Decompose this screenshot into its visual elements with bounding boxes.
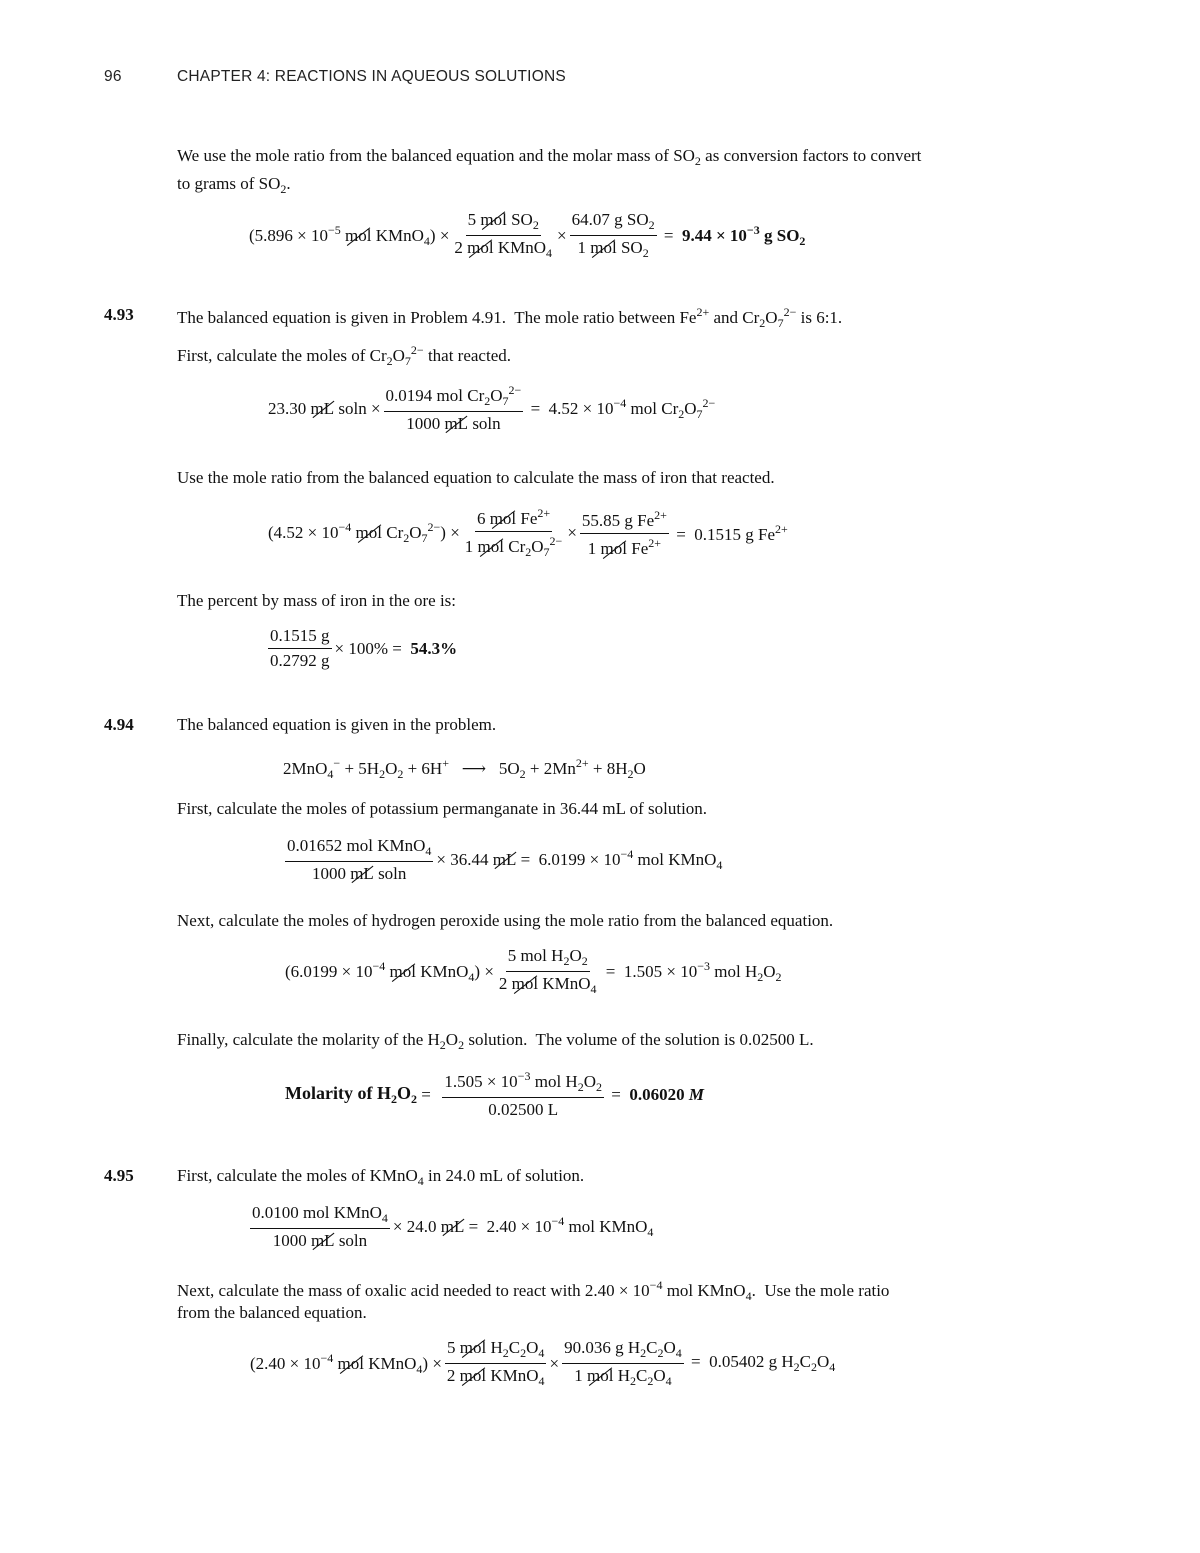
- equation-permanganate-moles: $\frac{0.01652 mol KMnO_4}{\text{1000 mL soln}}$ × 36.44 mL = $6.0199 \times 10^{-4}$ mol KMnO$_4$: [287, 836, 723, 883]
- problem-number-4-93: 4.93: [104, 305, 134, 324]
- problem-number-4-95: 4.95: [104, 1166, 134, 1185]
- chapter-title: CHAPTER 4: REACTIONS IN AQUEOUS SOLUTIONS: [177, 68, 566, 85]
- page-number: 96: [104, 68, 122, 85]
- result-so2: $9.44 \times 10^{-3}$ g $SO_2$: [681, 222, 806, 248]
- equation-iron-mass: ($4.52 \times 10^{-4}$ mol $Cr_2O_7^{2-}$) × $\frac{6 mol Fe^{2+}}{1 mol Cr_2O_7^{2-}}$ × $\frac{55.85 g Fe^{2+}}{1 mol Fe^{2+}}$ = 0.1515 g $Fe^{2+}$: [268, 506, 788, 559]
- result-percent: 54.3%: [410, 638, 458, 658]
- p493-text-3: Use the mole ratio from the balanced equation to calculate the mass of iron that reacted.: [177, 468, 775, 487]
- p494-text-4: Finally, calculate the molarity of the $H_2O_2$ solution. The volume of the solution is 0.02500 L.: [177, 1030, 814, 1052]
- equation-dichromate-moles: 23.30 mL soln × $\frac{0.0194 mol Cr_2O_7^{2-}}{\text{1000 mL soln}}$ = $4.52 \times 10^{-4}$ mol $Cr_2O_7^{2-}$: [268, 383, 716, 433]
- p495-text-2b: from the balanced equation.: [177, 1303, 367, 1322]
- equation-peroxide-moles: ($6.0199 \times 10^{-4}$ mol KMnO$_4$) × $\frac{5 mol H_2O_2}{2 mol KMnO_4}$ = $1.505 \times 10^{-3}$ mol $H_2O_2$: [285, 946, 782, 996]
- p494-text-2: First, calculate the moles of potassium permanganate in 36.44 mL of solution.: [177, 799, 708, 818]
- intro-line-2: to grams of $SO_2$.: [177, 174, 291, 196]
- intro-line-1: We use the mole ratio from the balanced equation and the molar mass of $SO_2$ as conversion factors to convert: [177, 146, 922, 168]
- problem-number-4-94: 4.94: [104, 715, 134, 734]
- p493-text-4: The percent by mass of iron in the ore is:: [177, 591, 457, 610]
- p494-text-1: The balanced equation is given in the problem.: [177, 715, 497, 734]
- p494-text-3: Next, calculate the moles of hydrogen peroxide using the mole ratio from the balanced equation.: [177, 911, 834, 930]
- balanced-reaction: $2MnO_4^- + 5H_2O_2 + 6H^+$ ⟶ $5O_2 + 2Mn^{2+} + 8H_2O$: [283, 756, 646, 781]
- equation-oxalic-mass: ($2.40 \times 10^{-4}$ mol KMnO$_4$) × $\frac{5 mol H_2C_2O_4}{2 mol KMnO_4}$ × $\frac{90.036 g H_2C_2O_4}{1 mol H_2C_2O_4}$ = 0.05402 g $H_2C_2O_4$: [250, 1338, 836, 1388]
- equation-percent-iron: $\frac{0.1515 g}{0.2792 g}$ × 100% = 54.3%: [270, 626, 458, 670]
- p493-text-2: First, calculate the moles of $Cr_2O_7^{2-}$ that reacted.: [177, 343, 511, 368]
- result-molarity: 0.06020 M: [629, 1084, 704, 1104]
- p495-text-1: First, calculate the moles of KMnO$_4$ in 24.0 mL of solution.: [177, 1166, 585, 1188]
- equation-molarity: Molarity of $H_2O_2$ = $\frac{1.505 \times 10^{-3} mol H_2O_2}{0.02500 L}$ = 0.06020 M: [285, 1069, 704, 1119]
- p495-text-2a: Next, calculate the mass of oxalic acid needed to react with $2.40 \times 10^{-4}$ mol KMnO$_4$. Use the mole ratio: [177, 1278, 890, 1303]
- equation-so2-mass: ($5.896 \times 10^{-5}$ mol KMnO$_4$) × $\frac{5 mol SO_2}{2 mol KMnO_4}$ × $\frac{64.07 g SO_2}{1 mol SO_2}$ = $9.44 \times 10^{-3}$ g $SO_2$: [249, 210, 806, 260]
- p493-text-1: The balanced equation is given in Problem 4.91. The mole ratio between $Fe^{2+}$ and $Cr_2O_7^{2-}$ is 6:1.: [177, 305, 843, 330]
- equation-kmno4-moles: $\frac{0.0100 mol KMnO_4}{\text{1000 mL soln}}$ × 24.0 mL = $2.40 \times 10^{-4}$ mol KMnO$_4$: [252, 1203, 654, 1250]
